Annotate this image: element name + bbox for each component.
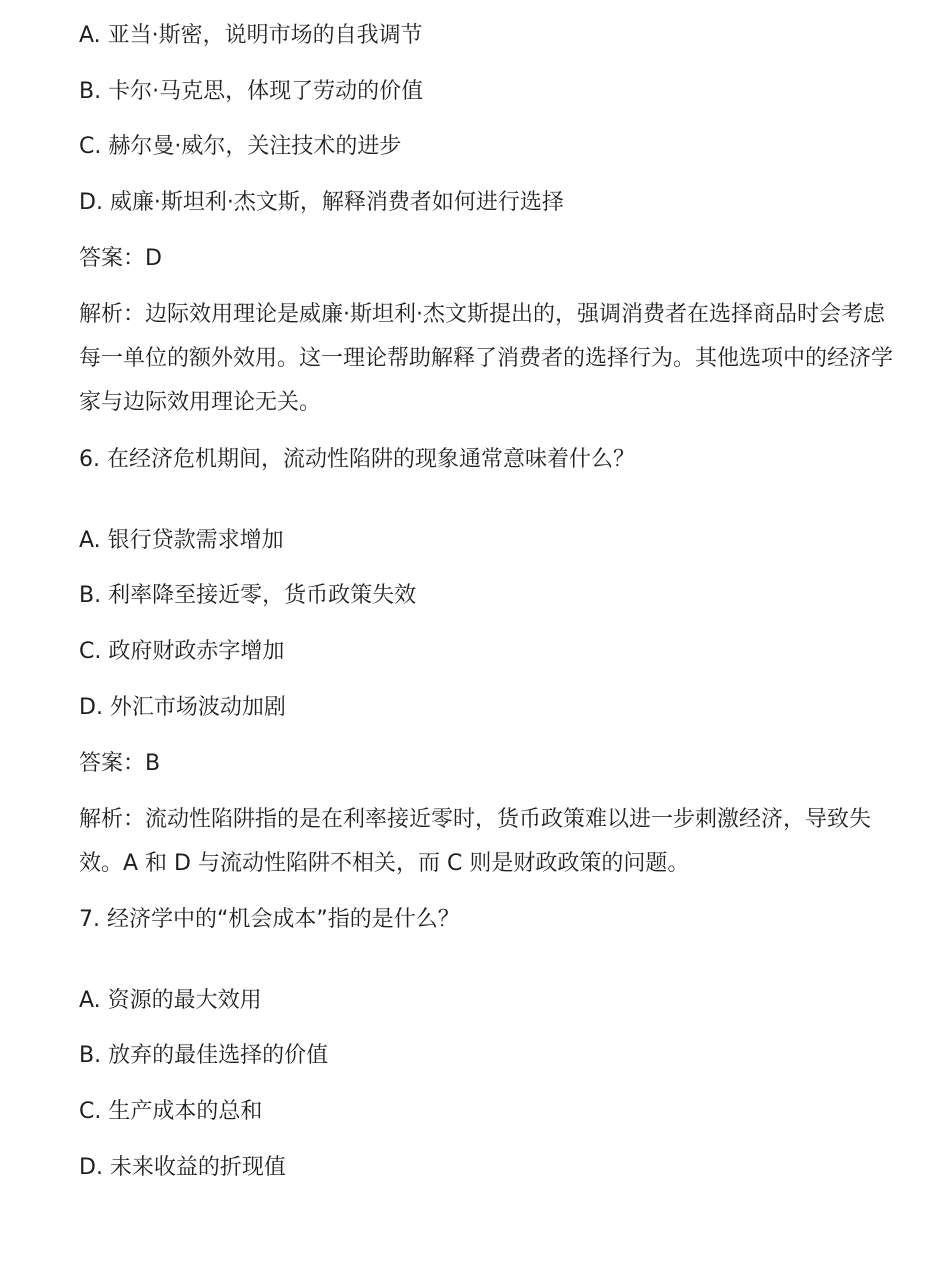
q6-option-a: A. 银行贷款需求增加	[79, 528, 284, 553]
q5-option-a: A. 亚当·斯密，说明市场的自我调节	[79, 23, 423, 48]
q5-option-c: C. 赫尔曼·威尔，关注技术的进步	[79, 134, 402, 159]
q5-option-b: B. 卡尔·马克思，体现了劳动的价值	[79, 79, 424, 104]
q5-option-d: D. 威廉·斯坦利·杰文斯，解释消费者如何进行选择	[79, 190, 564, 215]
q6-answer: 答案：B	[79, 751, 161, 776]
q5-explanation: 解析：边际效用理论是威廉·斯坦利·杰文斯提出的，强调消费者在选择商品时会考虑每一单位的额外效用。这一理论帮助解释了消费者的选择行为。其他选项中的经济学家与边际效用理论无关。	[79, 302, 894, 415]
q6-option-d: D. 外汇市场波动加剧	[79, 695, 286, 720]
q6-option-c: C. 政府财政赤字增加	[79, 639, 285, 664]
q5-answer: 答案：D	[79, 246, 162, 271]
q7-option-b: B. 放弃的最佳选择的价值	[79, 1043, 329, 1068]
q6-explanation: 解析：流动性陷阱指的是在利率接近零时，货币政策难以进一步刺激经济，导致失效。A 和 D 与流动性陷阱不相关，而 C 则是财政政策的问题。	[79, 807, 872, 876]
q7-option-c: C. 生产成本的总和	[79, 1099, 263, 1124]
q7-option-a: A. 资源的最大效用	[79, 988, 262, 1013]
q7-question: 7. 经济学中的“机会成本”指的是什么？	[79, 907, 460, 932]
q7-option-d: D. 未来收益的折现值	[79, 1155, 286, 1180]
q6-question: 6. 在经济危机期间，流动性陷阱的现象通常意味着什么？	[79, 447, 635, 472]
q6-option-b: B. 利率降至接近零，货币政策失效	[79, 583, 417, 608]
